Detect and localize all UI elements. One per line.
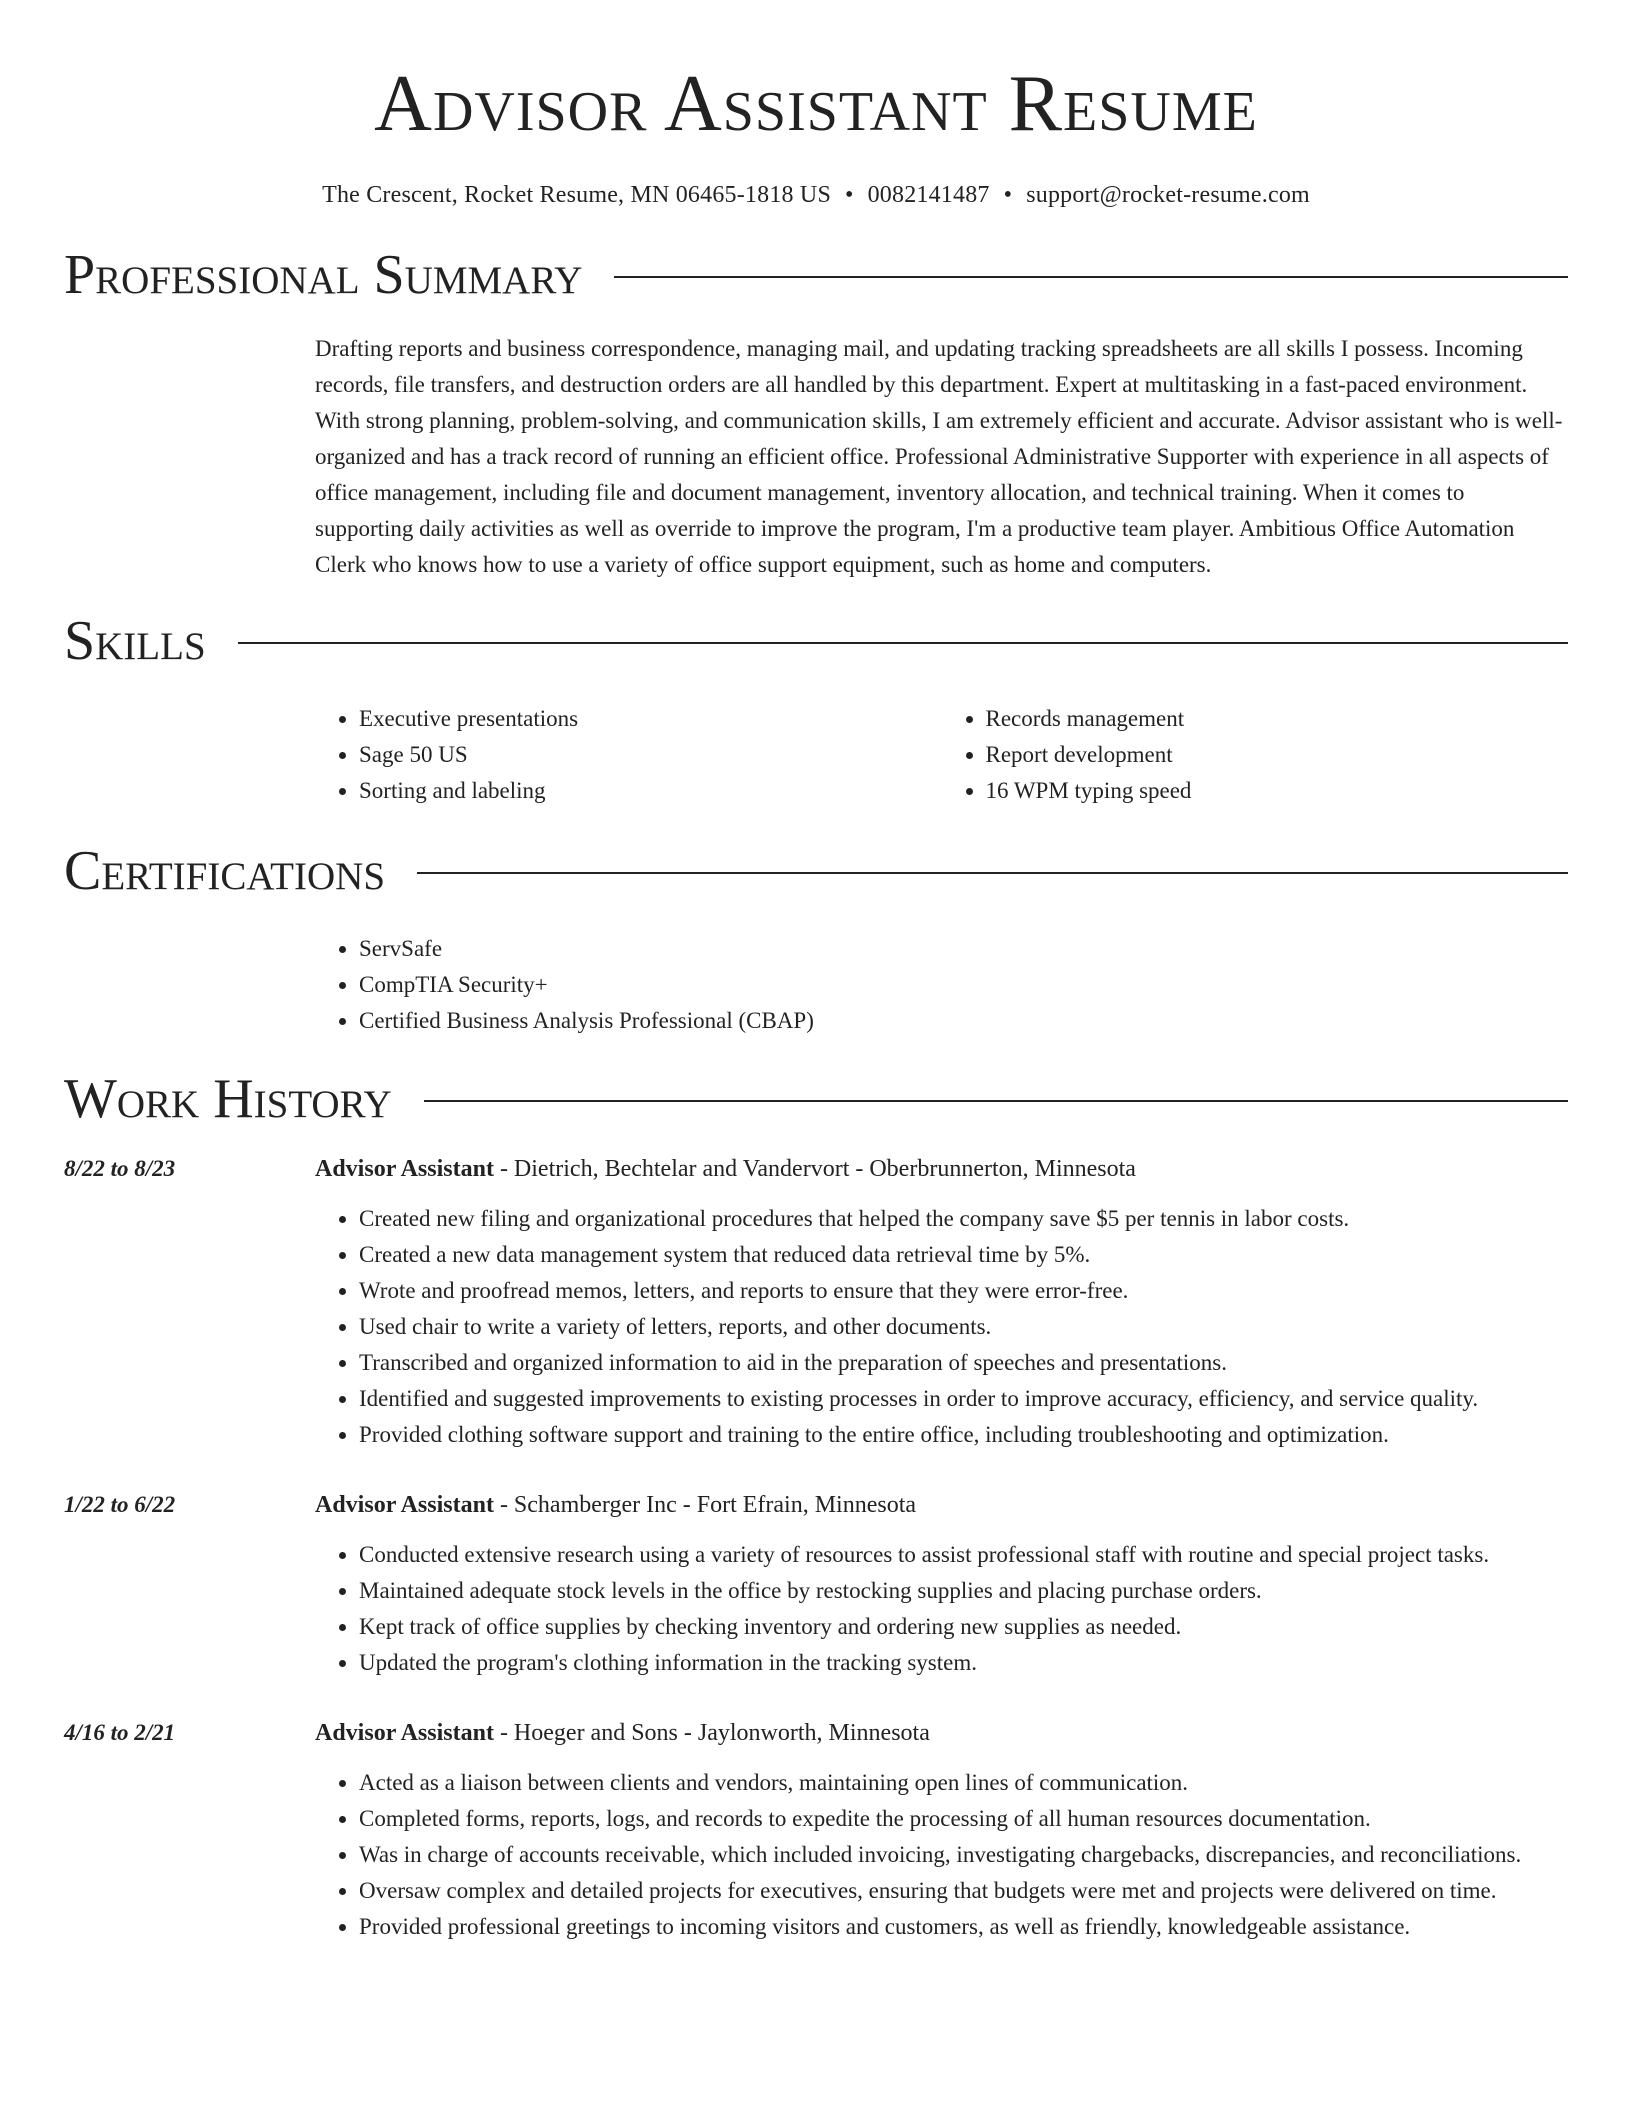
skill-item: • 16 WPM typing speed: [986, 773, 1569, 809]
job-bullet: • Updated the program's clothing information in the tracking system.: [359, 1645, 1568, 1681]
job-content: [315, 1715, 1568, 1945]
job-bullets: [315, 1765, 1568, 1945]
skill-item: • Report development: [986, 737, 1569, 773]
skill-item: • Executive presentations: [359, 701, 942, 737]
summary-text: Drafting reports and business correspondence, managing mail, and updating tracking spreadsheets are all skills I possess. Incoming records, file transfers, and destruction orders are all handled by this department. Expert at multitasking in a fast-paced environment. With strong planning, problem-solving, and communication skills, I am extremely efficient and accurate. Advisor assistant who is well-organized and has a track record of running an efficient office. Professional Administrative Supporter with experience in all aspects of office management, including file and document management, inventory allocation, and technical training. When it comes to supporting daily activities as well as override to improve the program, I'm a productive team player. Ambitious Office Automation Clerk who knows how to use a variety of office support equipment, such as home and computers.: [315, 336, 1563, 577]
section-divider: [417, 872, 1568, 874]
job-bullet: • Wrote and proofread memos, letters, and reports to ensure that they were error-free.: [359, 1273, 1568, 1309]
section-divider: [238, 642, 1568, 644]
certification-item: • Certified Business Analysis Professional (CBAP): [359, 1003, 1568, 1039]
work-history-section: [64, 1069, 1568, 1945]
skill-item: • Records management: [986, 701, 1569, 737]
skills-section: [64, 611, 1568, 809]
job-bullet: • Transcribed and organized information to aid in the preparation of speeches and presentations.: [359, 1345, 1568, 1381]
job-bullet: • Acted as a liaison between clients and vendors, maintaining open lines of communication.: [359, 1765, 1568, 1801]
job-title: Advisor Assistant: [315, 1156, 494, 1182]
certification-item: • ServSafe: [359, 931, 1568, 967]
skills-left-column: [315, 701, 942, 809]
job-dates: 4/16 to 2/21: [64, 1720, 176, 1745]
job-bullet: • Was in charge of accounts receivable, which included invoicing, investigating chargebacks, discrepancies, and reconciliations.: [359, 1837, 1568, 1873]
contact-separator: •: [1003, 182, 1013, 208]
contact-email: support@rocket-resume.com: [1026, 182, 1310, 208]
job-bullet: • Created a new data management system that reduced data retrieval time by 5%.: [359, 1237, 1568, 1273]
skills-title: Skills: [64, 610, 206, 672]
job-title: Advisor Assistant: [315, 1720, 494, 1746]
contact-separator: •: [845, 182, 854, 208]
job-dates: 8/22 to 8/23: [64, 1156, 176, 1181]
summary-title: Professional Summary: [64, 244, 583, 306]
job-heading: [315, 1715, 1568, 1751]
summary-heading: [64, 245, 1568, 305]
work-history-heading: [64, 1069, 1568, 1129]
certifications-heading: [64, 841, 1568, 901]
job-entry: [64, 1715, 1568, 1945]
job-title: Advisor Assistant: [315, 1492, 494, 1518]
job-bullets: [315, 1537, 1568, 1681]
job-bullets: [315, 1201, 1568, 1453]
resume-title: Advisor Assistant Resume: [374, 60, 1258, 148]
section-divider: [424, 1100, 1568, 1102]
job-bullet: • Provided clothing software support and training to the entire office, including troubleshooting and optimization.: [359, 1417, 1568, 1453]
job-entry: [64, 1487, 1568, 1681]
section-divider: [614, 276, 1568, 278]
job-bullet: • Oversaw complex and detailed projects for executives, ensuring that budgets were met and projects were delivered on time.: [359, 1873, 1568, 1909]
job-bullet: • Identified and suggested improvements to existing processes in order to improve accuracy, efficiency, and service quality.: [359, 1381, 1568, 1417]
job-bullet: • Kept track of office supplies by checking inventory and ordering new supplies as needed.: [359, 1609, 1568, 1645]
job-dates: 1/22 to 6/22: [64, 1492, 176, 1517]
job-bullet: • Used chair to write a variety of letters, reports, and other documents.: [359, 1309, 1568, 1345]
certifications-section: [64, 841, 1568, 1039]
contact-line: [0, 182, 1632, 209]
contact-phone: 0082141487: [867, 182, 990, 208]
certifications-list: [315, 931, 1568, 1039]
job-entry: [64, 1151, 1568, 1453]
job-bullet: • Completed forms, reports, logs, and records to expedite the processing of all human resources documentation.: [359, 1801, 1568, 1837]
job-bullet: • Maintained adequate stock levels in the office by restocking supplies and placing purchase orders.: [359, 1573, 1568, 1609]
job-company: - Dietrich, Bechtelar and Vandervort - Oberbrunnerton, Minnesota: [493, 1156, 1136, 1182]
job-heading: [315, 1151, 1568, 1187]
job-bullet: • Conducted extensive research using a variety of resources to assist professional staff with routine and special project tasks.: [359, 1537, 1568, 1573]
job-heading: [315, 1487, 1568, 1523]
job-content: [315, 1487, 1568, 1681]
job-content: [315, 1151, 1568, 1453]
certification-item: • CompTIA Security+: [359, 967, 1568, 1003]
skill-item: • Sage 50 US: [359, 737, 942, 773]
job-bullet: • Created new filing and organizational procedures that helped the company save $5 per tennis in labor costs.: [359, 1201, 1568, 1237]
summary-section: [64, 245, 1568, 583]
job-bullet: • Provided professional greetings to incoming visitors and customers, as well as friendly, knowledgeable assistance.: [359, 1909, 1568, 1945]
contact-address: The Crescent, Rocket Resume, MN 06465-1818 US: [322, 182, 831, 208]
skill-item: • Sorting and labeling: [359, 773, 942, 809]
work-history-title: Work History: [64, 1068, 392, 1130]
skills-list: [315, 701, 1568, 809]
certifications-title: Certifications: [64, 840, 386, 902]
skills-right-column: [942, 701, 1569, 809]
skills-heading: [64, 611, 1568, 671]
job-company: - Hoeger and Sons - Jaylonworth, Minnesota: [493, 1720, 930, 1746]
job-company: - Schamberger Inc - Fort Efrain, Minnesota: [493, 1492, 917, 1518]
